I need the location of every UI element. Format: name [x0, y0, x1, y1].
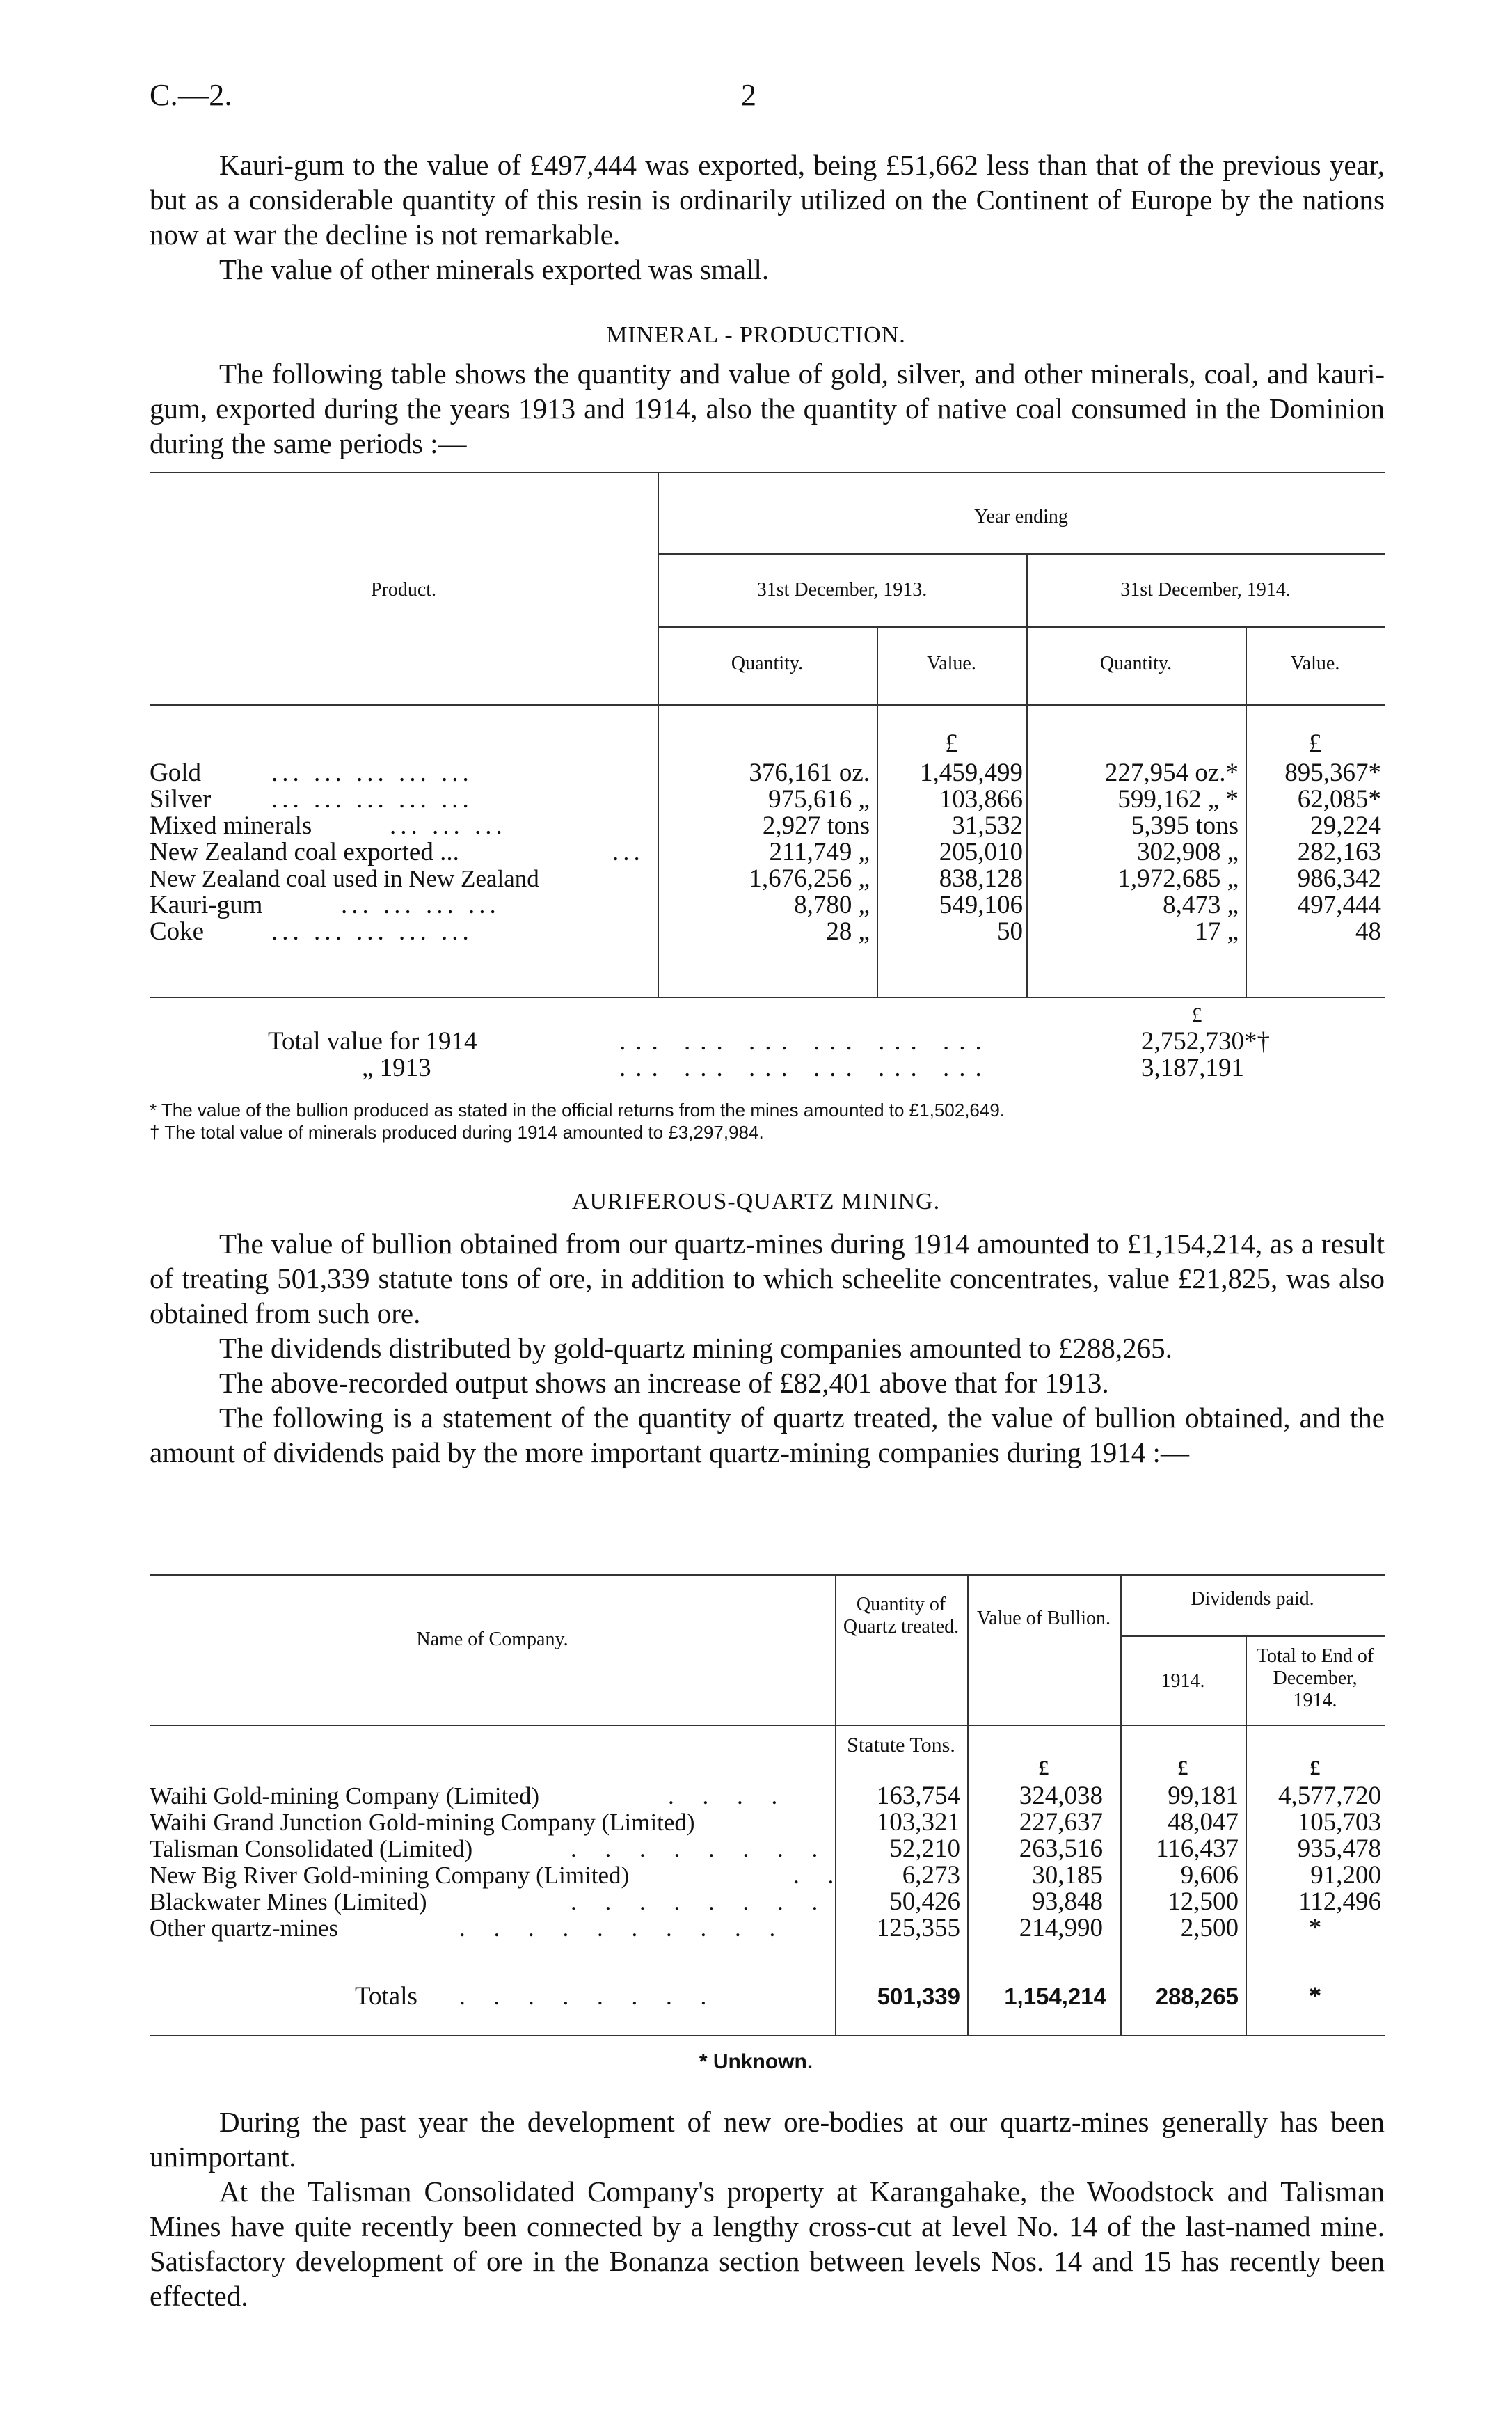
total-1914-value: 2,752,730*†	[1141, 1027, 1270, 1056]
currency-1913: £	[945, 729, 958, 758]
value-1914: 62,085*	[1297, 785, 1381, 814]
bullion-value: 214,990	[1019, 1914, 1103, 1942]
bullion-value-header: Value of Bullion.	[976, 1608, 1111, 1629]
dividends-1914: 9,606	[1180, 1861, 1239, 1889]
total-1914-label: Total value for 1914	[268, 1027, 477, 1056]
company-name: Talisman Consolidated (Limited)	[150, 1835, 473, 1862]
mineral-production-paragraph: The following table shows the quantity and value of gold, silver, and other minerals, coal, and kauri-gum, exported during the years 1913 and 1914, also the quantity of native coal consumed in the Dominion during the same periods :—	[150, 358, 1385, 459]
talisman-paragraph: At the Talisman Consolidated Company's property at Karangahake, the Woodstock and Talisman Mines have quite recently been connected by a lengthy cross-cut at level No. 14 of the last-named mine. Satisfactory development of ore in the Bonanza section between levels Nos. 14 and 15 has recently been effected.	[150, 2176, 1385, 2312]
quartz-dividends-paragraph: The dividends distributed by gold-quartz mining companies amounted to £288,265.	[219, 1332, 1172, 1364]
dot-leader: ... ... ... ... ...	[271, 759, 473, 787]
value-1914: 29,224	[1310, 811, 1381, 840]
quartz-quantity: 163,754	[876, 1782, 960, 1810]
quantity-1913: 1,676,256 „	[749, 864, 870, 893]
dot-leader: ... ... ...	[390, 811, 507, 840]
value-1913: 103,866	[939, 785, 1023, 814]
quantity-1913: 376,161 oz.	[749, 759, 870, 787]
quantity-1913: 211,749 „	[769, 838, 870, 866]
year-ending-header: Year ending	[974, 506, 1068, 528]
quantity-1913: 8,780 „	[794, 891, 870, 919]
dividends-total: 112,496	[1298, 1887, 1381, 1916]
total-1913-value: 3,187,191	[1141, 1054, 1244, 1082]
product-name: Gold	[150, 759, 201, 787]
mineral-production-intro	[150, 356, 1385, 461]
quartz-quantity: 125,355	[876, 1914, 960, 1942]
value-1914: 48	[1355, 917, 1381, 946]
page-number: 2	[741, 78, 757, 112]
bullion-footnote: * The value of the bullion produced as stated in the official returns from the mines amounted to £1,502,649.	[150, 1100, 1005, 1120]
quartz-quantity: 103,321	[876, 1808, 960, 1837]
development-paragraph: During the past year the development of new ore-bodies at our quartz-mines generally has been unimportant.	[150, 2106, 1385, 2173]
dot-leader: . . . . . . . .	[571, 1888, 829, 1915]
quantity-1913: 2,927 tons	[762, 811, 870, 840]
company-name: Waihi Gold-mining Company (Limited)	[150, 1782, 540, 1809]
totals-label: Totals	[355, 1982, 417, 2011]
dot-leader: ... ... ... ... ...	[271, 917, 473, 946]
value-1913: 1,459,499	[920, 759, 1023, 787]
quartz-quantity: 52,210	[889, 1834, 960, 1863]
dot-leader: ... ... ... ... ...	[271, 785, 473, 814]
dividends-total: 4,577,720	[1278, 1782, 1381, 1810]
dividends-paid-header: Dividends paid.	[1191, 1588, 1314, 1610]
dividends-1914: 116,437	[1156, 1834, 1239, 1863]
dot-leader: . . . . . . . . . .	[459, 1915, 787, 1942]
value-1914: 986,342	[1297, 864, 1381, 893]
quantity-1914: 227,954 oz.*	[1104, 759, 1239, 787]
dot-leader: ...	[612, 838, 644, 866]
company-name: New Big River Gold-mining Company (Limited)	[150, 1862, 630, 1889]
value-1914-header: Value.	[1290, 653, 1340, 674]
currency-1914: £	[1308, 729, 1322, 758]
dot-leader: . .	[793, 1862, 845, 1889]
dividends-total: 105,703	[1297, 1808, 1381, 1837]
dividends-1914-header: 1914.	[1161, 1670, 1205, 1692]
value-1913: 50	[997, 917, 1023, 946]
statute-tons-unit: Statute Tons.	[847, 1734, 955, 1757]
dot-leader: ... ... ... ...	[341, 891, 500, 919]
mineral-production-heading: MINERAL - PRODUCTION.	[606, 322, 906, 348]
dividends-total-header: Total to End of December, 1914.	[1256, 1645, 1374, 1711]
period-1914-header: 31st December, 1914.	[1120, 579, 1291, 601]
total-1913-leader: ... ... ... ... ... ...	[619, 1054, 992, 1082]
quartz-quantity: 50,426	[889, 1887, 960, 1916]
bullion-currency: £	[1038, 1757, 1049, 1780]
quartz-increase-paragraph: The above-recorded output shows an increase of £82,401 above that for 1913.	[219, 1367, 1109, 1399]
quantity-header: Quantity of Quartz treated.	[843, 1594, 960, 1638]
value-1913: 549,106	[939, 891, 1023, 919]
quantity-1914: 1,972,685 „	[1117, 864, 1239, 893]
intro-other-minerals-paragraph: The value of other minerals exported was small.	[219, 253, 770, 285]
intro-paragraphs	[150, 148, 1385, 287]
total-dividends-1914: 288,265	[1155, 1983, 1239, 2009]
bullion-value: 324,038	[1019, 1782, 1103, 1810]
intro-kauri-gum-paragraph: Kauri-gum to the value of £497,444 was exported, being £51,662 less than that of the previous year, but as a considerable quantity of this resin is ordinarily utilized on the Continent of Europe by the nations now at war the decline is not remarkable.	[150, 149, 1385, 251]
quantity-1914-header: Quantity.	[1099, 653, 1172, 674]
company-name: Blackwater Mines (Limited)	[150, 1888, 427, 1915]
document-reference: C.—2.	[150, 78, 232, 112]
product-column-header: Product.	[370, 579, 437, 601]
period-1913-header: 31st December, 1913.	[756, 579, 928, 601]
quantity-1914: 5,395 tons	[1131, 811, 1239, 840]
total-1913-label: „ 1913	[362, 1054, 431, 1082]
dot-leader: . . . .	[668, 1782, 789, 1809]
value-1913: 205,010	[939, 838, 1023, 866]
value-1913: 838,128	[939, 864, 1023, 893]
dot-leader: . . . . . . . .	[571, 1835, 829, 1862]
bullion-value: 227,637	[1019, 1808, 1103, 1837]
product-name: Silver	[150, 785, 212, 814]
total-quantity: 501,339	[877, 1983, 960, 2009]
value-1914: 497,444	[1297, 891, 1381, 919]
quartz-statement-paragraph: The following is a statement of the quantity of quartz treated, the value of bullion obtained, and the amount of dividends paid by the more important quartz-mining companies during 1914 :—	[150, 1402, 1385, 1468]
value-1914: 282,163	[1297, 838, 1381, 866]
total-bullion-value: 1,154,214	[1004, 1983, 1106, 2009]
dividends-1914: 2,500	[1180, 1914, 1239, 1942]
dividends-1914: 99,181	[1168, 1782, 1239, 1810]
product-name: New Zealand coal exported ...	[150, 838, 459, 866]
unknown-footnote: * Unknown.	[699, 2050, 813, 2073]
dividends-total: 91,200	[1310, 1861, 1381, 1889]
product-name: Kauri-gum	[150, 891, 263, 919]
total-dividends-total: *	[1308, 1982, 1322, 2011]
bullion-value: 30,185	[1032, 1861, 1103, 1889]
quantity-1914: 17 „	[1195, 917, 1239, 946]
product-name: Coke	[150, 917, 205, 946]
div1914-currency: £	[1177, 1757, 1188, 1780]
dividends-total: 935,478	[1297, 1834, 1381, 1863]
product-name: Mixed minerals	[150, 811, 312, 840]
bullion-value: 263,516	[1019, 1834, 1103, 1863]
quantity-1914: 302,908 „	[1137, 838, 1239, 866]
totals-currency: £	[1191, 1004, 1202, 1027]
quartz-paragraphs	[150, 1226, 1385, 1470]
quantity-1914: 8,473 „	[1163, 891, 1239, 919]
quantity-1913: 28 „	[826, 917, 870, 946]
total-minerals-footnote: † The total value of minerals produced during 1914 amounted to £3,297,984.	[150, 1122, 764, 1143]
dividends-1914: 12,500	[1168, 1887, 1239, 1916]
closing-paragraphs	[150, 2105, 1385, 2313]
dividends-1914: 48,047	[1168, 1808, 1239, 1837]
company-name: Other quartz-mines	[150, 1915, 339, 1942]
value-1914: 895,367*	[1284, 759, 1381, 787]
quantity-1913: 975,616 „	[768, 785, 870, 814]
quartz-quantity: 6,273	[902, 1861, 960, 1889]
value-1913: 31,532	[952, 811, 1023, 840]
bullion-value: 93,848	[1032, 1887, 1103, 1916]
total-1914-leader: ... ... ... ... ... ...	[619, 1027, 992, 1056]
divtotal-currency: £	[1310, 1757, 1321, 1780]
quartz-bullion-paragraph: The value of bullion obtained from our quartz-mines during 1914 amounted to £1,154,214, as a result of treating 501,339 statute tons of ore, in addition to which scheelite concentrates, value £21,825, was also obtained from such ore.	[150, 1228, 1385, 1329]
quantity-1913-header: Quantity.	[731, 653, 804, 674]
company-name: Waihi Grand Junction Gold-mining Company (Limited)	[150, 1809, 695, 1836]
value-1913-header: Value.	[927, 653, 976, 674]
quantity-1914: 599,162 „ *	[1117, 785, 1239, 814]
auriferous-quartz-heading: AURIFEROUS-QUARTZ MINING.	[571, 1189, 941, 1214]
product-name: New Zealand coal used in New Zealand	[150, 865, 539, 892]
totals-leader: . . . . . . . .	[459, 1983, 718, 2010]
dividends-total: *	[1308, 1914, 1322, 1942]
company-name-header: Name of Company.	[416, 1628, 568, 1650]
